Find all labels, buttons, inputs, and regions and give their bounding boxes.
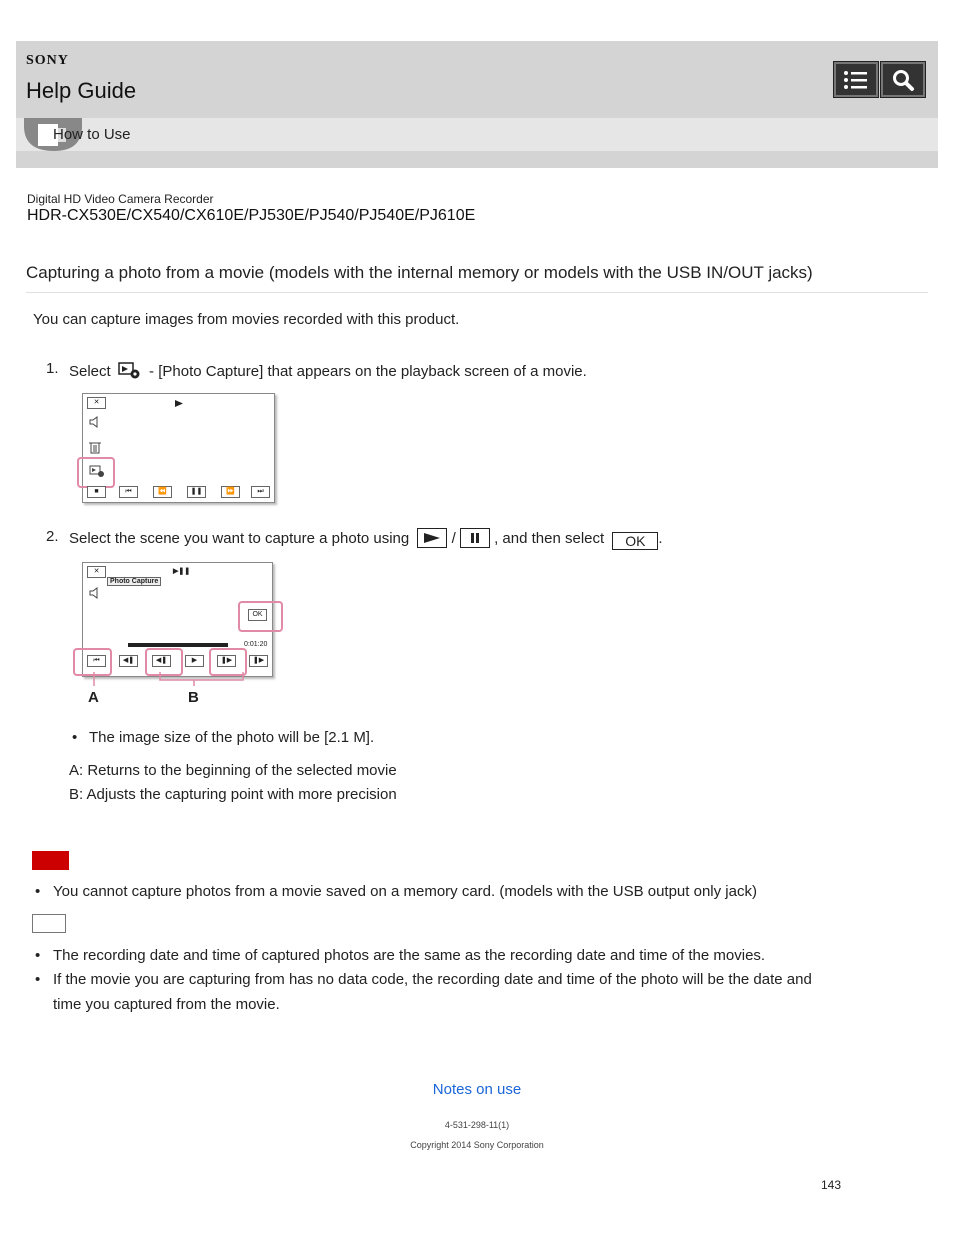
ok-icon: OK [248, 609, 267, 621]
close-icon: ✕ [87, 566, 106, 578]
step-number: 1. [46, 360, 59, 377]
search-button[interactable] [880, 61, 926, 98]
bullet-dot: • [35, 947, 41, 964]
page-number: 143 [821, 1178, 842, 1192]
photo-capture-icon [117, 360, 143, 380]
label-a: A [88, 689, 99, 706]
frame-back-icon: ◀❚ [152, 655, 171, 667]
label-b: B [188, 689, 199, 706]
play-pause-indicator: ▶❚❚ [173, 568, 191, 575]
step-2-mid: , and then select [494, 530, 605, 547]
hint-note-1: The recording date and time of captured photos are the same as the recording date and time of the movies. [53, 947, 766, 964]
play-icon: ▶ [185, 655, 204, 667]
title-divider [26, 292, 928, 293]
bullet-dot: • [35, 971, 41, 988]
header-bar [16, 41, 938, 118]
brand-logo: SONY [26, 53, 69, 68]
legend-b: B: Adjusts the capturing point with more precision [69, 786, 397, 803]
pause-icon: ❚❚ [187, 486, 206, 498]
rewind-icon: ⏪ [153, 486, 172, 498]
first-frame-icon: ⏮ [87, 655, 106, 667]
forward-icon: ⏩ [221, 486, 240, 498]
menu-button[interactable] [833, 61, 879, 98]
hint-badge [32, 914, 66, 933]
play-button-icon [417, 528, 447, 548]
ok-button-icon: OK [612, 532, 658, 550]
notes-on-use-link[interactable]: Notes on use [432, 1081, 522, 1098]
document-code: 4-531-298-11(1) [444, 1120, 510, 1130]
bullet-dot: • [35, 883, 41, 900]
step-2-pre: Select the scene you want to capture a photo using [69, 530, 410, 547]
volume-icon [89, 416, 101, 428]
hint-note-2-cont: time you captured from the movie. [53, 996, 280, 1013]
photo-capture-label: Photo Capture [107, 577, 161, 586]
capture-highlight [77, 457, 115, 488]
trash-icon [89, 440, 101, 454]
capture-screen-illustration [82, 562, 273, 677]
step-2-text [69, 528, 663, 550]
pause-button-icon [460, 528, 490, 548]
play-indicator-icon [175, 400, 183, 407]
product-category: Digital HD Video Camera Recorder [27, 192, 214, 206]
step-number: 2. [46, 528, 59, 545]
slow-forward-icon: ❚▶ [249, 655, 268, 667]
step-1-text [69, 360, 587, 380]
prev-icon: ⏮ [119, 486, 138, 498]
step-1-pre: Select [69, 363, 111, 380]
page-title: Help Guide [26, 78, 137, 103]
product-models: HDR-CX530E/CX540/CX610E/PJ530E/PJ540/PJ540E/PJ610E [27, 207, 476, 224]
image-size-note: The image size of the photo will be [2.1 M]. [89, 729, 375, 746]
hint-note-2: If the movie you are capturing from has no data code, the recording date and time of the photo will be the date and [53, 971, 812, 988]
next-icon: ⏭ [251, 486, 270, 498]
bullet-dot: • [72, 729, 78, 746]
callout-lines [70, 672, 270, 708]
volume-icon [89, 587, 101, 599]
slow-rewind-icon: ◀❚ [119, 655, 138, 667]
time-counter: 0:01:20 [244, 641, 268, 648]
playback-screen-illustration [82, 393, 275, 503]
copyright: Copyright 2014 Sony Corporation [410, 1140, 544, 1150]
ok-highlight [238, 601, 283, 632]
caution-badge [32, 851, 69, 870]
frame-forward-icon: ❚▶ [217, 655, 236, 667]
step-2-end: . [658, 530, 663, 547]
progress-bar [128, 643, 228, 647]
step-1-post: - [Photo Capture] that appears on the playback screen of a movie. [149, 363, 587, 380]
stop-icon: ■ [87, 486, 106, 498]
caution-note: You cannot capture photos from a movie saved on a memory card. (models with the USB output only jack) [53, 883, 757, 900]
intro-text: You can capture images from movies recorded with this product. [33, 311, 460, 328]
slash-separator: / [451, 530, 456, 547]
section-bar [16, 118, 938, 151]
search-icon [891, 68, 915, 92]
list-icon [843, 69, 869, 91]
section-link[interactable]: How to Use [53, 126, 131, 143]
close-icon: ✕ [87, 397, 106, 409]
legend-a: A: Returns to the beginning of the selected movie [69, 762, 397, 779]
topic-title: Capturing a photo from a movie (models with the internal memory or models with the USB IN/OUT jacks) [26, 263, 813, 282]
section-bar-bottom [16, 151, 938, 168]
